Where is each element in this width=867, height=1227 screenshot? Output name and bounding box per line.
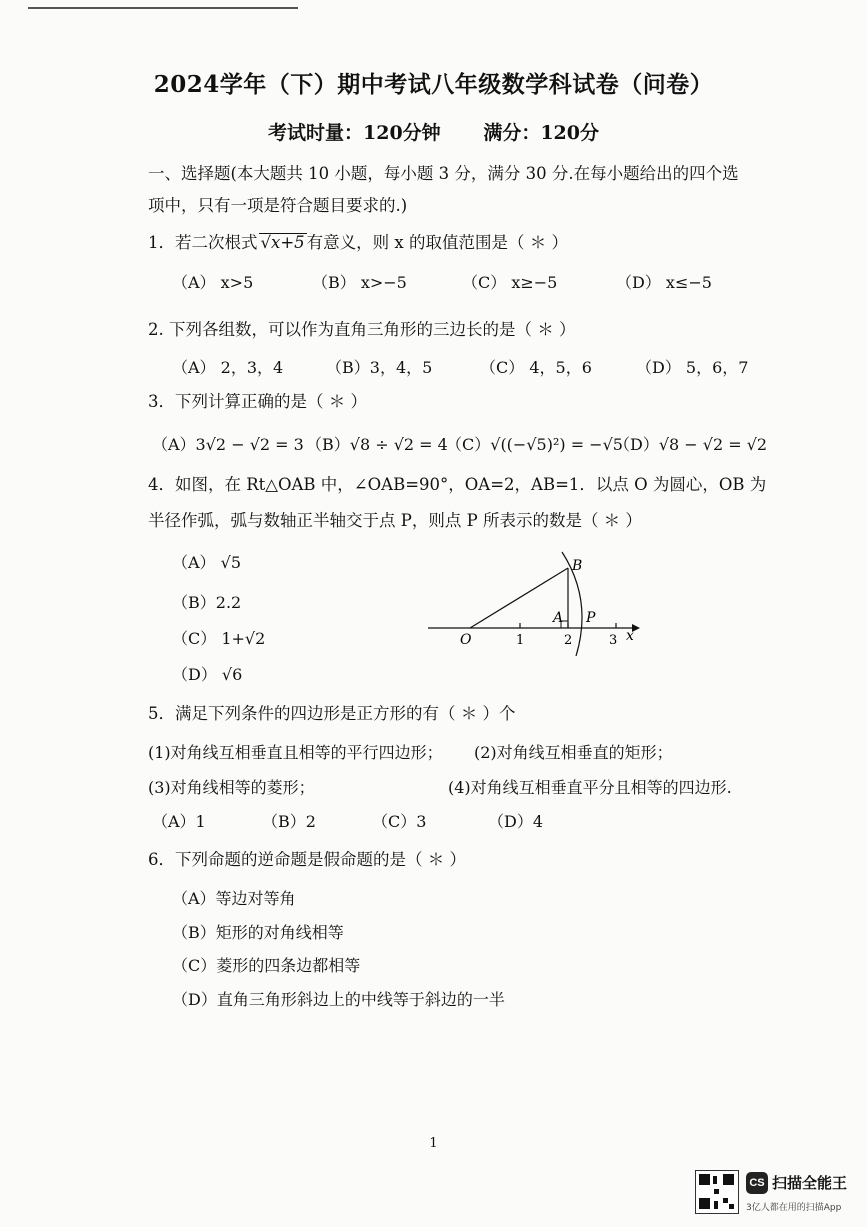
- q5-option-d[interactable]: （D）4: [488, 812, 544, 831]
- question-6-stem: 6．下列命题的逆命题是假命题的是（ ＊ ）: [148, 850, 466, 869]
- question-1-stem: [148, 229, 568, 253]
- q2-option-d[interactable]: （D） 5，6，7: [636, 358, 749, 377]
- scanner-tagline: 3亿人都在用的扫描App: [746, 1203, 842, 1213]
- label-B: B: [572, 558, 583, 574]
- q2-option-a[interactable]: （A） 2，3，4: [172, 358, 284, 377]
- label-tick-1: 1: [516, 633, 525, 648]
- full-marks: 满分：120分: [483, 122, 599, 144]
- label-tick-2: 2: [564, 633, 573, 648]
- q6-option-d[interactable]: （D）直角三角形斜边上的中线等于斜边的一半: [172, 990, 505, 1009]
- label-tick-3: 3: [609, 633, 618, 648]
- question-4-stem: 4．如图，在 Rt△OAB 中，∠OAB=90°，OA=2，AB=1．以点 O 为圆心，OB 为: [148, 475, 767, 494]
- q1-radicand: x+5: [271, 233, 305, 252]
- section-heading: 一、选择题(本大题共 10 小题，每小题 3 分，满分 30 分.在每小题给出的四个选: [148, 164, 739, 183]
- q4-option-b[interactable]: （B）2.2: [172, 593, 242, 612]
- q1-option-c[interactable]: （C） x≥−5: [462, 273, 558, 292]
- q3-option-c[interactable]: （C）√((−√5)²) = −√5: [446, 435, 623, 454]
- scanner-name: 扫描全能王: [772, 1174, 848, 1192]
- q6-option-a[interactable]: （A）等边对等角: [172, 889, 296, 908]
- label-O: O: [460, 632, 472, 648]
- q6-option-b[interactable]: （B）矩形的对角线相等: [172, 923, 344, 942]
- q3-option-a[interactable]: （A）3√2 − √2 = 3: [152, 435, 304, 454]
- q4-option-c[interactable]: （C） 1+√2: [172, 629, 266, 648]
- question-4-stem-cont: 半径作弧，弧与数轴正半轴交于点 P，则点 P 所表示的数是（ ＊ ）: [148, 511, 642, 530]
- q4-option-d[interactable]: （D） √6: [172, 665, 243, 684]
- q2-option-c[interactable]: （C） 4，5，6: [480, 358, 592, 377]
- exam-info: [0, 118, 867, 145]
- scanner-logo: CS: [746, 1172, 768, 1194]
- q6-option-c[interactable]: （C）菱形的四条边都相等: [172, 956, 361, 975]
- q1-radical: √x+5: [260, 233, 305, 252]
- q3-option-d[interactable]: （D）√8 − √2 = √2: [614, 435, 768, 454]
- q5-condition-1: (1)对角线互相垂直且相等的平行四边形；: [148, 743, 443, 762]
- q2-option-b[interactable]: （B）3，4，5: [326, 358, 433, 377]
- q5-condition-3: (3)对角线相等的菱形；: [148, 778, 315, 797]
- q4-option-a[interactable]: （A） √5: [172, 553, 242, 572]
- q5-option-a[interactable]: （A）1: [152, 812, 206, 831]
- section-heading-cont: 项中，只有一项是符合题目要求的.): [148, 196, 408, 215]
- question-2-stem: 2. 下列各组数，可以作为直角三角形的三边长的是（ ＊ ）: [148, 320, 576, 339]
- q1-option-b[interactable]: （B） x>−5: [312, 273, 407, 292]
- page-number: 1: [429, 1136, 438, 1151]
- q3-option-b[interactable]: （B）√8 ÷ √2 = 4: [306, 435, 448, 454]
- label-P: P: [586, 610, 596, 626]
- q1-option-d[interactable]: （D） x≤−5: [616, 273, 712, 292]
- q1-option-a[interactable]: （A） x>5: [172, 273, 254, 292]
- q5-condition-2: (2)对角线互相垂直的矩形；: [474, 743, 673, 762]
- question-5-stem: 5．满足下列条件的四边形是正方形的有（ ＊ ）个: [148, 704, 516, 723]
- scan-top-line: [28, 7, 298, 9]
- qr-code-icon: [695, 1170, 739, 1214]
- q4-figure: [420, 550, 650, 660]
- q5-option-b[interactable]: （B）2: [262, 812, 316, 831]
- q5-option-c[interactable]: （C）3: [372, 812, 427, 831]
- question-3-stem: 3．下列计算正确的是（ ＊ ）: [148, 392, 367, 411]
- q1-stem-pre: 1．若二次根式: [148, 233, 258, 252]
- label-A: A: [553, 610, 564, 626]
- exam-time: 考试时量：120分钟: [268, 122, 441, 144]
- label-x: x: [626, 628, 634, 644]
- q5-condition-4: (4)对角线互相垂直平分且相等的四边形.: [448, 778, 732, 797]
- q1-stem-post: 有意义，则 x 的取值范围是（ ＊ ）: [306, 233, 568, 252]
- page-title: 2024学年（下）期中考试八年级数学科试卷（问卷）: [153, 71, 714, 98]
